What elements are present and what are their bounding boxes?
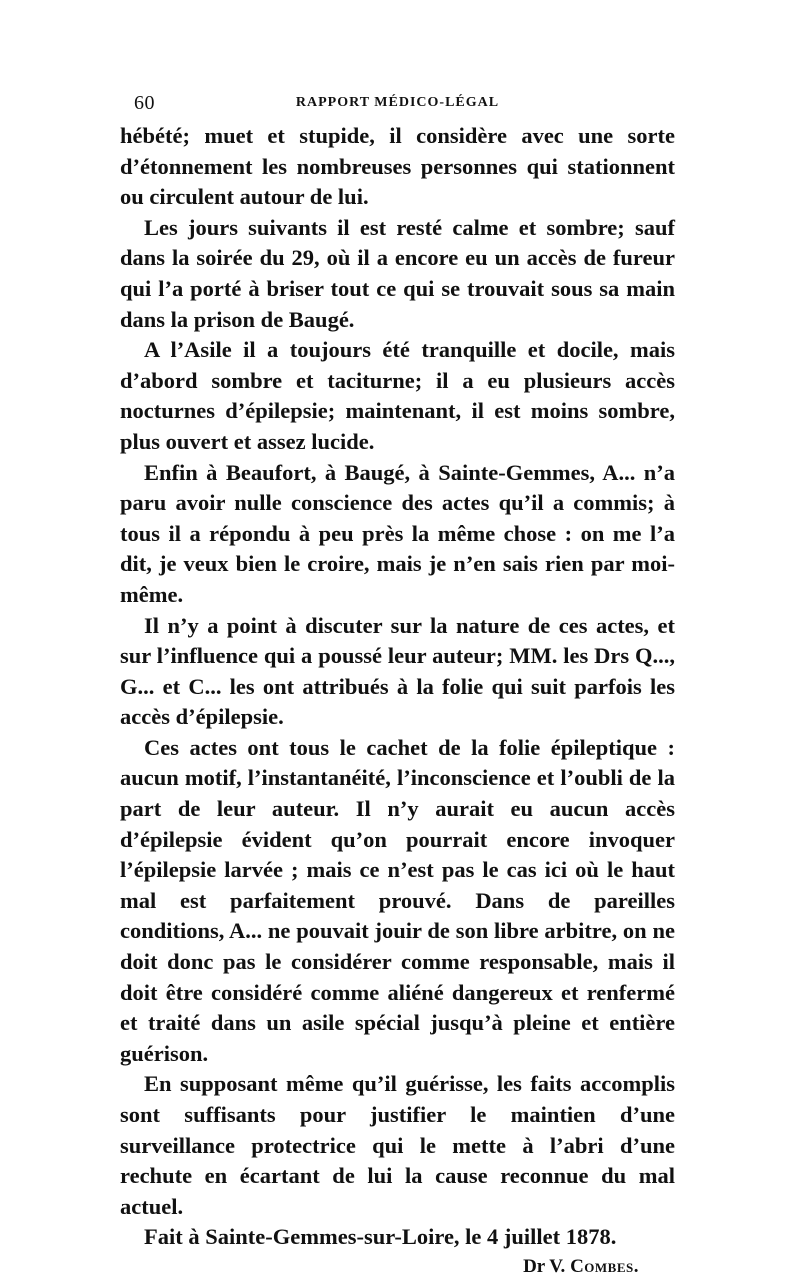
book-page xyxy=(120,92,675,1281)
body-text xyxy=(120,121,675,1253)
signature-title: Dr V. xyxy=(523,1255,566,1277)
paragraph: Il n’y a point à discuter sur la nature de ces actes, et sur l’influence qui a poussé leur auteur; MM. les Drs Q..., G... et C... les ont attribués à la folie qui suit parfois les accès d’épilepsie. xyxy=(120,612,675,730)
dateline: Fait à Sainte-Gemmes-sur-Loire, le 4 juillet 1878. xyxy=(144,1224,617,1250)
signature xyxy=(120,1253,675,1281)
running-title: RAPPORT MÉDICO-LÉGAL xyxy=(295,95,500,110)
paragraph: Ces actes ont tous le cachet de la folie épileptique : aucun motif, l’instantanéité, l’inconscience et l’oubli de la part de leur auteur. Il n’y aurait eu aucun accès d’épilepsie évident qu’on pourrait encore invoquer l’épilepsie larvée ; mais ce n’est pas le cas ici où le haut mal est parfaitement prouvé. Dans de pareilles conditions, A... ne pouvait jouir de son libre arbitre, on ne doit donc pas le considérer comme responsable, mais il doit être considéré comme aliéné dangereux et renfermé et traité dans un asile spécial jusqu’à pleine et entière guérison. xyxy=(120,734,675,1066)
signature-name: Combes. xyxy=(570,1255,639,1277)
paragraph: hébété; muet et stupide, il considère avec une sorte d’étonnement les nombreuses personnes qui stationnent ou circulent autour de lui. xyxy=(120,123,675,210)
paragraph: En supposant même qu’il guérisse, les faits accomplis sont suffisants pour justifier le maintien d’une surveillance protectrice qui le mette à l’abri d’une rechute en écartant de lui la cause reconnue du mal actuel. xyxy=(120,1071,675,1219)
paragraph: A l’Asile il a toujours été tranquille et docile, mais d’abord sombre et taciturne; il a eu plusieurs accès nocturnes d’épilepsie; maintenant, il est moins sombre, plus ouvert et assez lucide. xyxy=(120,337,675,454)
paragraph: Enfin à Beaufort, à Baugé, à Sainte-Gemmes, A... n’a paru avoir nulle conscience des actes qu’il a commis; à tous il a répondu à peu près la même chose : on me l’a dit, je veux bien le croire, mais je n’en sais rien par moi-même. xyxy=(120,459,675,607)
page-number: 60 xyxy=(134,92,155,114)
running-head xyxy=(120,92,675,118)
paragraph: Les jours suivants il est resté calme et sombre; sauf dans la soirée du 29, où il a encore eu un accès de fureur qui l’a porté à briser tout ce qui se trouvait sous sa main dans la prison de Baugé. xyxy=(120,214,675,332)
